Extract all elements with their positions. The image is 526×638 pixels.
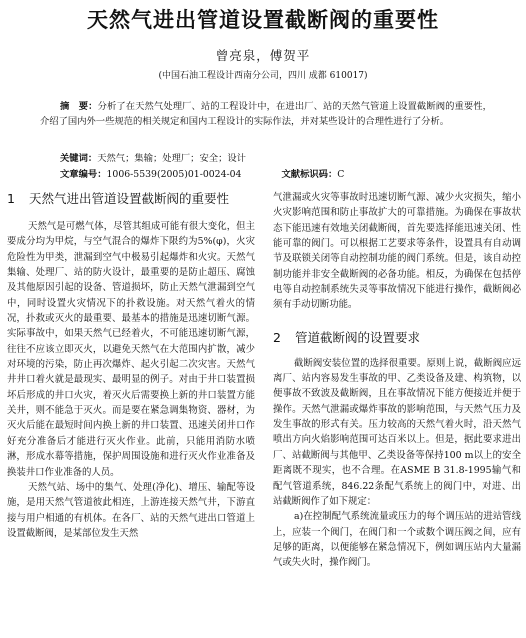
section-2-number: 2 bbox=[273, 329, 281, 345]
keywords-text: 天然气；集输；处理厂；安全；设计 bbox=[97, 153, 246, 164]
section-1-title: 天然气进出管道设置截断阀的重要性 bbox=[29, 191, 230, 206]
left-column bbox=[7, 190, 255, 541]
article-title: 天然气进出管道设置截断阀的重要性 bbox=[87, 8, 439, 32]
paragraph: 气泄漏或火灾等事故时迅速切断气源、减少火灾损失，缩小火灾影响范围和防止事故扩大的可靠措施。为确保在事故状态下能迅速有效地关闭截断阀，首先要选择能迅速关闭、性能可靠的阀门。可以根据工艺要求等条件，设置具有自动调节及联锁关闭等自动控制功能的阀门系统。但是，该自动控制功能并非安全截断阀的必备功能。相反，为确保在包括停电等自动控制系统失灵等事故情况下能进行操作，截断阀必须有手动切断功能。 bbox=[273, 192, 521, 311]
right-column bbox=[273, 190, 521, 571]
section-2-heading bbox=[273, 329, 521, 346]
paragraph: 天然气站、场中的集气、处理(净化)、增压、输配等设施，是用天然气管道彼此相连，上游连接天然气井，下游直接与用户相通的有机体。在各厂、站的天然气进出口管道上设置截断阀，是某部位发生天然 bbox=[7, 481, 255, 539]
article-meta bbox=[60, 166, 344, 180]
document-code-label: 文献标识码： bbox=[281, 169, 338, 180]
paragraph: a)在控制配气系统流量或压力的每个调压站的进站管线上，应装一个阀门，在阀门和一个或数个调压阀之间，应有足够的距离，以便能够在紧急情况下，例如调压站内大量漏气或失火时，操作阀门。 bbox=[273, 511, 521, 569]
authors: 曾亮泉，傅贺平 bbox=[215, 48, 311, 63]
section-1-heading bbox=[7, 190, 255, 207]
article-number: 1006-5539(2005)01-0024-04 bbox=[106, 169, 242, 180]
abstract-text: 分析了在天然气处理厂、站的工程设计中，在进出厂、站的天然气管道上设置截断阀的重要性，介绍了国内外一些规范的相关规定和国内工程设计的实际作法，并对某些设计的合理性进行了分析。 bbox=[40, 101, 492, 127]
document-code: C bbox=[337, 169, 345, 180]
section-2-title: 管道截断阀的设置要求 bbox=[295, 329, 421, 345]
keywords bbox=[60, 150, 246, 164]
section-1-number: 1 bbox=[7, 191, 15, 206]
paragraph: 天然气是可燃气体，尽管其组成可能有很大变化，但主要成分均为甲烷，与空气混合的爆炸下限约为5%(φ)，火灾危险性为甲类，泄漏到空气中极易引起爆炸和火灾。天然气集输、处理厂、站的防火设计，最重要的是防止超压、腐蚀及其他原因引起的设备、管道损坏，防止天然气泄漏到空气中，同时设置火灾情况下的扑救设施。对天然气着火的情况，扑救或灭火的最重要、最基本的措施是迅速切断气源。实际事故中，如果天然气已经着火，不可能迅速切断气源，往往不应该立即灭火，以避免天然气在大范围内扩散，减少对环境的污染，防止再次爆炸、起火引起二次灾害。天然气井井口着火就是最现实、最明显的例子。对由于井口装置损坏后形成的井口火灾，着灭火后需要换上新的井口装置方能关井，则不能急于灭火。而是要在紧急调集物资、器材，为灭火后能在最短时间内换上新的井口装置、迅速关闭井口作好充分准备后才能进行灭火作业。此前，只能用消防水喷淋，形成水幕等措施，保护周围设施和进行灭火作业准备及换装井口作业准备的人员。 bbox=[7, 221, 255, 478]
abstract bbox=[40, 99, 492, 129]
affiliation: (中国石油工程设计西南分公司，四川 成都 610017) bbox=[158, 71, 368, 81]
keywords-label: 关键词： bbox=[60, 153, 98, 164]
article-number-label: 文章编号： bbox=[60, 169, 107, 180]
abstract-label: 摘 要： bbox=[60, 101, 98, 112]
paragraph: 截断阀安装位置的选择很重要。原则上说，截断阀应远离厂、站内容易发生事故的甲、乙类设备及建、构筑物，以便事故不致波及截断阀，且在事故情况下能方便接近并便于操作。天然气泄漏或爆炸事故的影响范围，与天然气压力及发生事故的形式有关。压力较高的天然气着火时，沿天然气喷出方向火焰影响范围可达百米以上。但是，据此要求进出厂、站截断阀与其他甲、乙类设备等保持100 m以上的安全距离既不现实，也不合理。在ASME B 31.8-1995输气和配气管道系统，846.22条配气系统上的阀门中，对进、出站截断阀作了如下规定： bbox=[273, 357, 521, 507]
